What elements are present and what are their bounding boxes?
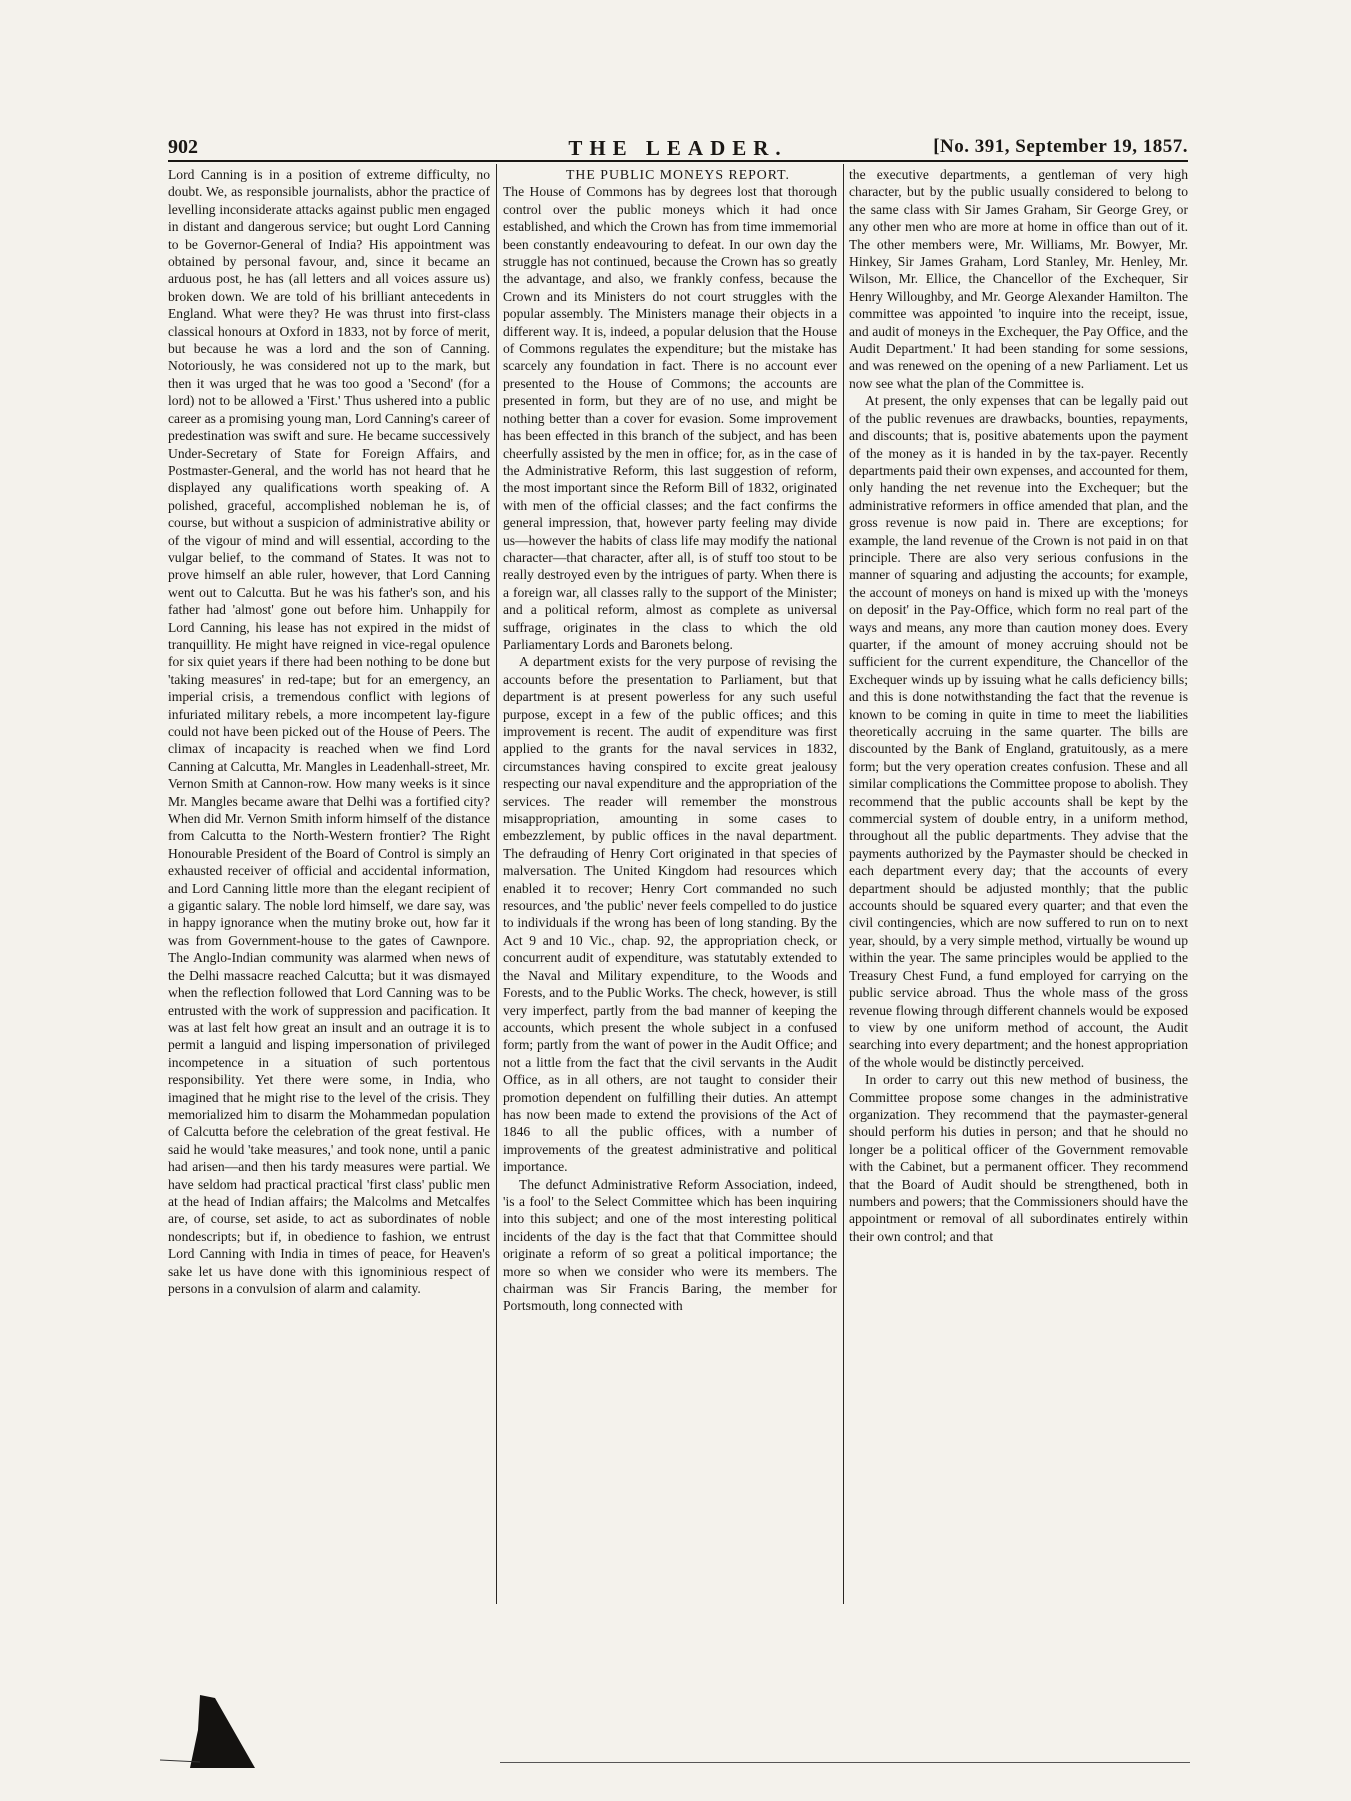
paragraph: The House of Commons has by degrees lost that thorough control over the public moneys which it had once established, and which the Crown has from time immemorial been constantly endeavouring to defeat. In our own day the struggle has not continued, because the Crown has so greatly the advantage, and also, we frankly confess, because the Crown and its Ministers do not court struggles with the popular assembly. The Ministers manage their objects in a different way. It is, indeed, a popular delusion that the House of Commons regulates the expenditure; but the mistake has scarcely any foundation in fact. There is no account ever presented to the House of Commons; the accounts are presented in form, but they are of no use, and might be nothing better than a cover for evasion. Some improvement has been effected in this branch of the subject, and has been cheerfully assisted by the men in office; for, as in the case of the Administrative Reform, this last suggestion of reform, the most important since the Reform Bill of 1832, originated with men of the official classes; and the fact confirms the general impression, that, however party feeling may divide us—however the habits of class life may modify the national character—that character, after all, is of stuff too stout to be really destroyed even by the intrigues of party. When there is a foreign war, all classes rally to the support of the Minister; and a political reform, almost as complete as universal suffrage, originates in the class to which the old Parliamentary Lords and Baronets belong. [503,184,837,652]
newspaper-title: THE LEADER. [568,136,788,160]
masthead [168,136,1188,158]
header-rule [168,160,1188,162]
paragraph: At present, the only expenses that can be legally paid out of the public revenues are drawbacks, bounties, repayments, and discounts; that is, positive abatements upon the payment of the money as it is handed in by the tax-payer. Recently departments paid their own expenses, and accounted for them, only handing the net revenue into the Exchequer; but the administrative reformers in office amended that plan, and the gross revenue is now paid in. There are exceptions; for example, the land revenue of the Crown is not paid in on that principle. There are also very serious confusions in the manner of squaring and adjusting the accounts; for example, the account of moneys on hand is mixed up with the 'moneys on deposit' in the Pay-Office, which form no real part of the ways and means, any more than caution money does. Every quarter, if the amount of money accruing should not be sufficient for the current expenditure, the Chancellor of the Exchequer winds up by issuing what he calls deficiency bills; and this is done notwithstanding the fact that the revenue is known to be coming in quite in time to meet the liabilities theoretically accruing in the same quarter. The bills are discounted by the Bank of England, gratuitously, as a mere form; but the very operation creates confusion. These and all similar complications the Committee propose to abolish. They recommend that the public accounts shall be kept by the commercial system of double entry, in a uniform method, throughout all the public departments. They advise that the payments authorized by the Paymaster should be checked in each department every day; that the accounts of every department should be adjusted monthly; that the public accounts should be squared every quarter; and that even the civil contingencies, which are now suffered to run on to next year, should, by a very simple method, virtually be wound up within the year. The same principles would be applied to the Treasury Chest Fund, a fund employed for carrying on the public service abroad. Thus the whole mass of the gross revenue flowing through different channels would be exposed to view by one uniform method of account, the Audit searching into every department; and the honest appropriation of the whole would be distinctly perceived. [849,393,1188,1070]
ink-smudge-mark [160,1690,280,1770]
article-heading: THE PUBLIC MONEYS REPORT. [566,167,790,182]
column-continuation [849,166,1188,1601]
page-number: 902 [168,136,198,158]
paragraph: In order to carry out this new method of business, the Committee propose some changes in the administrative organization. They recommend that the paymaster-general should perform his duties in person; and that he should no longer be a political officer of the Government removable with the Cabinet, but a permanent officer. They recommend that the Board of Audit should be strengthened, both in numbers and powers; that the Commissioners should have the appointment or removal of all subordinates entirely within their own control; and that [849,1072,1188,1244]
column-canning [168,166,490,1601]
column-rule-left [496,164,497,1604]
paragraph: the executive departments, a gentleman of very high character, but by the public usually considered to belong to the same class with Sir James Graham, Sir George Grey, or any other men who are more at home in office than out of it. The other members were, Mr. Williams, Mr. Bowyer, Mr. Hinkey, Sir James Graham, Lord Stanley, Mr. Henley, Mr. Wilson, Mr. Ellice, the Chancellor of the Exchequer, Sir Henry Willoughby, and Mr. George Alexander Hamilton. The committee was appointed 'to inquire into the receipt, issue, and audit of moneys in the Exchequer, the Pay Office, and the Audit Department.' It had been standing for some sessions, and was renewed on the opening of a new Parliament. Let us now see what the plan of the Committee is. [849,167,1188,391]
column-public-moneys [503,166,837,1601]
article-canning-text: Lord Canning is in a position of extreme difficulty, no doubt. We, as responsible journalists, abhor the practice of levelling inconsiderate attacks against public men engaged in distant and dangerous service; but ought Lord Canning to be Governor-General of India? His appointment was obtained by personal favour, and, since it became an arduous post, he has (all letters and all voices assure us) broken down. We are told of his brilliant antecedents in England. What were they? He was thrust into first-class classical honours at Oxford in 1833, not by force of merit, but because he was a lord and the son of Canning. Notoriously, he was considered not up to the mark, but then it was urged that he was too good a 'Second' (for a lord) not to be allowed a 'First.' Thus ushered into a public career as a promising young man, Lord Canning's career of predestination was swift and sure. He became successively Under-Secretary of State for Foreign Affairs, and Postmaster-General, and the world has not heard that he displayed any qualifications worth speaking of. A polished, graceful, accomplished nobleman he is, of course, but without a suspicion of administrative ability or of the vigour of mind and will essential, according to the vulgar belief, to the command of States. It was not to prove himself an able ruler, however, that Lord Canning went out to Calcutta. But he was his father's son, and his father had 'almost' gone out before him. Unhappily for Lord Canning, his lease has not expired in the midst of tranquillity. He might have reigned in vice-regal opulence for six quiet years if there had been nothing to be done but 'taking measures' in red-tape; but for an emergency, an imperial crisis, a tremendous conflict with legions of infuriated military rebels, a more incompetent lay-figure could not have been picked out of the House of Peers. The climax of incapacity is reached when we find Lord Canning at Calcutta, Mr. Mangles in Leadenhall-street, Mr. Vernon Smith at Cannon-row. How many weeks is it since Mr. Mangles became aware that Delhi was a fortified city? When did Mr. Vernon Smith inform himself of the distance from Calcutta to the North-Western frontier? The Right Honourable President of the Board of Control is simply an exhausted receiver of official and accidental information, and Lord Canning little more than the elegant recipient of a gigantic salary. The noble lord himself, we dare say, was in happy ignorance when the mutiny broke out, how far it was from Government-house to the gates of Cawnpore. The Anglo-Indian community was alarmed when news of the Delhi massacre reached Calcutta; but it was dismayed when the reflection followed that Lord Canning was to be entrusted with the work of suppression and pacification. It was at last felt how great an insult and an outrage it is to permit a languid and lisping impersonation of privileged incompetence in a situation of such portentous responsibility. Yet there were some, in India, who imagined that he might rise to the level of the crisis. They memorialized him to disarm the Mohammedan population of Calcutta before the celebration of the great festival. He said he would 'take measures,' and took none, until a panic had arisen—and then his tardy measures were partial. We have seldom had practical practical 'first class' public men at the head of Indian affairs; the Malcolms and Metcalfes are, of course, set aside, to act as subordinates of noble nondescripts; but if, in obedience to fashion, we entrust Lord Canning with India in times of peace, for Heaven's sake let us have done with this ignominious respect of persons in a convulsion of alarm and calamity. [168,167,490,1296]
column-rule-right [843,164,844,1604]
paragraph: A department exists for the very purpose of revising the accounts before the presentation to Parliament, but that department is at present powerless for any such useful purpose, except in a few of the public offices; and this improvement is recent. The audit of expenditure was first applied to the grants for the naval services in 1832, circumstances having conspired to excite great jealousy respecting our naval expenditure and the appropriation of the services. The reader will remember the monstrous misappropriation, amounting in some cases to embezzlement, by public offices in the naval department. The defrauding of Henry Cort originated in that species of malversation. The United Kingdom had resources which enabled it to recover; Henry Cort commanded no such resources, and 'the public' never feels compelled to do justice to individuals if the wrong has been of long standing. By the Act 9 and 10 Vic., chap. 92, the appropriation check, or concurrent audit of expenditure, was statutably extended to the Naval and Military expenditure, to the Woods and Forests, and to the Public Works. The check, however, is still very imperfect, partly from the bad manner of keeping the accounts, which present the whole subject in a confused form; partly from the want of power in the Audit Office; and not a little from the fact that the civil servants in the Audit Office, as in all others, are not taught to consider their promotion dependent on fulfilling their duties. An attempt has now been made to extend the provisions of the Act of 1846 to all the public offices, with a number of improvements of the greatest administrative and political importance. [503,654,837,1175]
paragraph: The defunct Administrative Reform Association, indeed, 'is a fool' to the Select Committee which has been inquiring into this subject; and one of the most interesting political incidents of the day is the fact that that Committee should originate a reform of so great a political importance; the more so when we consider who were its members. The chairman was Sir Francis Baring, the member for Portsmouth, long connected with [503,1176,837,1314]
bottom-rule [500,1762,1190,1763]
issue-date: [No. 391, September 19, 1857. [933,136,1188,157]
